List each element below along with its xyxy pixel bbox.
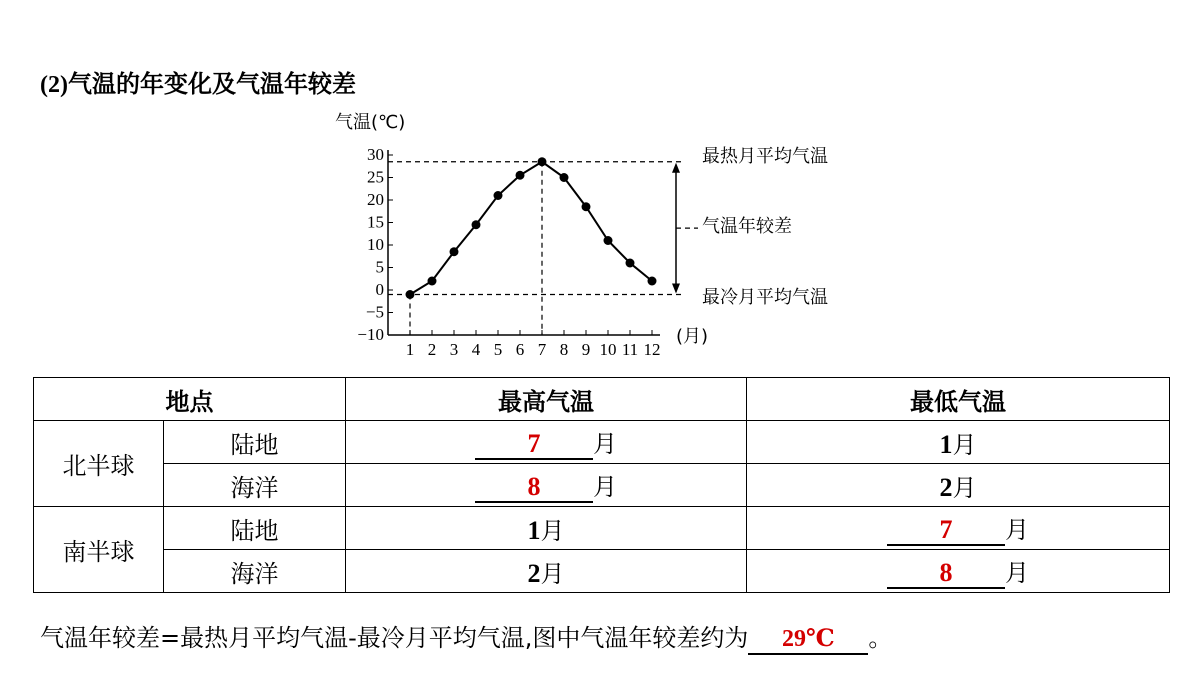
s-land-low: [747, 507, 1170, 550]
data-point: [626, 259, 635, 268]
guide-lines: [388, 162, 698, 335]
data-point: [582, 202, 591, 211]
y-tick-label: −5: [365, 302, 384, 322]
unit-label: 月: [952, 430, 977, 459]
answer-blank: 7: [475, 430, 593, 460]
data-point: [450, 247, 459, 256]
x-tick-label: 1: [405, 340, 415, 359]
y-tick-label: 5: [375, 257, 384, 277]
data-point: [538, 157, 547, 166]
answer-blank: 8: [475, 473, 593, 503]
section-heading: [40, 64, 356, 99]
formula-text: 气温年较差=最热月平均气温-最冷月平均气温,图中气温年较差约为: [40, 624, 749, 652]
data-point: [648, 277, 657, 286]
n-land-low: [747, 421, 1170, 464]
header-min-temp: 最低气温: [747, 378, 1170, 421]
south-hemisphere-cell: 南半球: [34, 507, 164, 593]
s-ocean-high: [346, 550, 747, 593]
data-point: [494, 191, 503, 200]
y-tick-label: 25: [367, 167, 384, 187]
land-cell: 陆地: [164, 507, 346, 550]
x-tick-label: 7: [537, 340, 547, 359]
data-point: [406, 290, 415, 299]
formula-answer: 29℃: [748, 625, 868, 655]
annotation-range: 气温年较差: [702, 216, 792, 237]
header-max-temp: 最高气温: [346, 378, 747, 421]
y-tick-label: 30: [367, 145, 384, 164]
ocean-cell: 海洋: [164, 550, 346, 593]
y-tick-label: 20: [367, 190, 384, 209]
annotation-min: 最冷月平均气温: [702, 287, 828, 308]
range-arrow-head-top: [672, 163, 680, 173]
n-ocean-low: [747, 464, 1170, 507]
heading-text: 气温的年变化及气温年较差: [67, 70, 356, 98]
x-tick-label: 11: [621, 340, 639, 359]
x-tick-label: 9: [581, 340, 591, 359]
table-row: [34, 507, 1170, 550]
table-header-row: [34, 378, 1170, 421]
north-hemisphere-cell: 北半球: [34, 421, 164, 507]
table-row: [34, 421, 1170, 464]
formula-sentence: [40, 618, 892, 655]
x-tick-label: 2: [427, 340, 437, 359]
x-tick-label: 8: [559, 340, 569, 359]
y-tick-label: 0: [375, 280, 384, 299]
unit-label: 月: [540, 559, 565, 588]
y-tick-label: −10: [357, 325, 384, 344]
y-axis-label: 气温(℃): [335, 112, 406, 133]
data-point: [516, 171, 525, 180]
month-number: 1: [939, 429, 953, 459]
x-tick-label: 5: [493, 340, 503, 359]
x-axis-label: (月): [676, 326, 709, 347]
range-arrow-head-bottom: [672, 284, 680, 294]
land-cell: 陆地: [164, 421, 346, 464]
n-land-high: [346, 421, 747, 464]
x-tick-label: 6: [515, 340, 525, 359]
answer-blank: 8: [887, 559, 1005, 589]
data-point: [560, 173, 569, 182]
unit-label: 月: [1005, 559, 1029, 587]
x-tick-label: 3: [449, 340, 459, 359]
unit-label: 月: [593, 473, 617, 501]
annotation-max: 最热月平均气温: [702, 146, 828, 167]
month-number: 1: [527, 515, 541, 545]
x-tick-label: 12: [643, 340, 661, 359]
data-point: [428, 277, 437, 286]
unit-label: 月: [1005, 516, 1029, 544]
unit-label: 月: [952, 473, 977, 502]
n-ocean-high: [346, 464, 747, 507]
data-points: [406, 157, 657, 299]
y-tick-label: 15: [367, 212, 384, 232]
header-location: 地点: [34, 378, 346, 421]
data-point: [472, 220, 481, 229]
table-row: [34, 464, 1170, 507]
month-number: 2: [939, 472, 953, 502]
x-tick-label: 4: [471, 340, 481, 359]
s-ocean-low: [747, 550, 1170, 593]
unit-label: 月: [540, 516, 565, 545]
data-point: [604, 236, 613, 245]
unit-label: 月: [593, 430, 617, 458]
s-land-high: [346, 507, 747, 550]
ocean-cell: 海洋: [164, 464, 346, 507]
table-row: [34, 550, 1170, 593]
month-number: 2: [527, 558, 541, 588]
heading-number: (2): [40, 72, 68, 98]
temperature-line: [410, 162, 652, 295]
temperature-chart: [330, 100, 890, 360]
axes: [388, 150, 660, 335]
answer-blank: 7: [887, 516, 1005, 546]
y-tick-label: 10: [367, 235, 384, 254]
temperature-table: [33, 377, 1170, 593]
x-tick-label: 10: [599, 340, 617, 359]
formula-end: 。: [868, 624, 893, 652]
